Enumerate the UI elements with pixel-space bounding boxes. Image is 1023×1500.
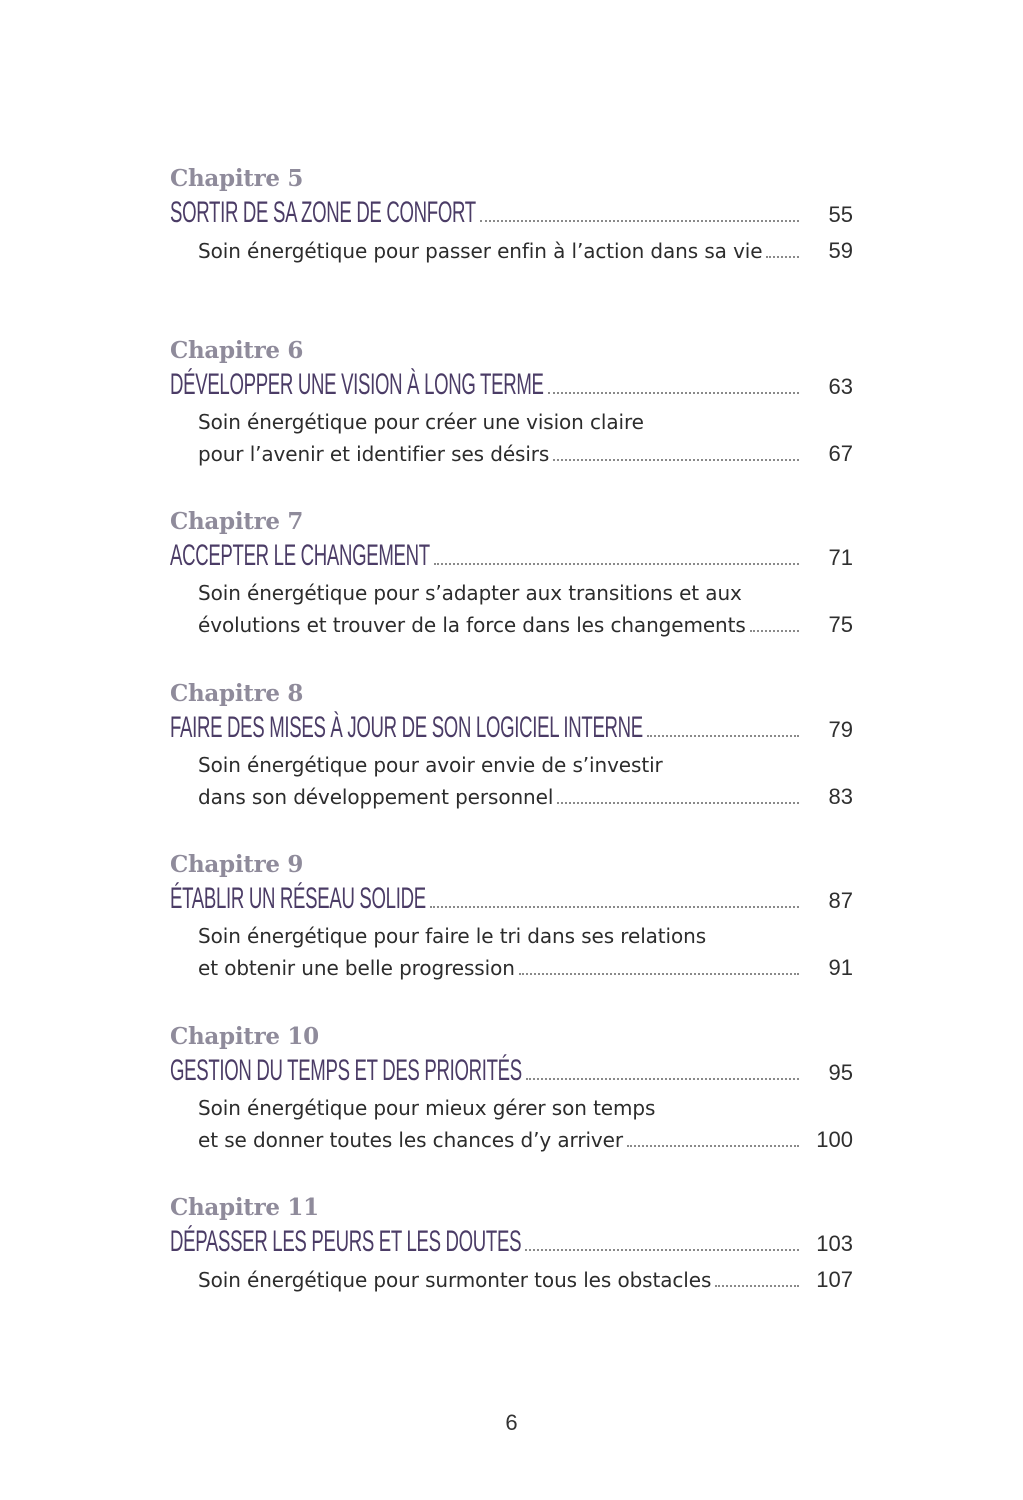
chapter-page-number: 55 [828, 202, 853, 227]
soin-text: Soin énergétique pour surmonter tous les obstacles [198, 1268, 712, 1292]
chapter-title: ÉTABLIR UN RÉSEAU SOLIDE [170, 882, 426, 915]
chapter-title-line [170, 1225, 853, 1265]
chapter-entry [170, 677, 853, 849]
dot-leader [557, 801, 799, 804]
dot-leader [750, 629, 799, 632]
soin-line [198, 955, 853, 986]
soin-line [198, 612, 853, 643]
chapter-label: Chapitre 9 [170, 851, 304, 878]
soin-page-number: 91 [828, 955, 853, 980]
chapter-title-line [170, 1054, 853, 1094]
chapter-page-number: 103 [816, 1231, 853, 1256]
soin-line [198, 753, 853, 784]
chapter-title: DÉVELOPPER UNE VISION À LONG TERME [170, 367, 544, 401]
chapter-label: Chapitre 6 [170, 336, 304, 364]
chapter-page-number: 95 [828, 1059, 853, 1085]
dot-leader [525, 1248, 799, 1251]
soin-text: Soin énergétique pour s’adapter aux transitions et aux [198, 581, 742, 605]
soin-page-number: 75 [828, 612, 853, 637]
soin-text: Soin énergétique pour mieux gérer son temps [198, 1095, 656, 1120]
dot-leader [647, 734, 799, 737]
soin-line [198, 1267, 853, 1298]
soin-text: pour l’avenir et identifier ses désirs [198, 441, 550, 466]
soin-page-number: 83 [828, 783, 853, 809]
chapter-page-number: 79 [828, 716, 853, 742]
soin-page-number: 107 [816, 1267, 853, 1292]
soin-line [198, 238, 853, 269]
soin-line [198, 1127, 853, 1158]
soin-page-number: 100 [816, 1126, 853, 1152]
soin-line [198, 784, 853, 815]
soin-line [198, 410, 853, 441]
dot-leader [715, 1284, 799, 1287]
chapter-entry [170, 1191, 853, 1363]
chapter-page-number: 63 [828, 373, 853, 399]
chapter-entry [170, 162, 853, 334]
soin-text: Soin énergétique pour faire le tri dans ses relations [198, 924, 707, 948]
chapter-entry [170, 334, 853, 506]
soin-entry [170, 581, 853, 643]
chapter-title-line [170, 368, 853, 408]
dot-leader [766, 255, 799, 258]
chapter-title-line [170, 196, 853, 236]
soin-text: et obtenir une belle progression [198, 956, 515, 980]
chapter-title: FAIRE DES MISES À JOUR DE SON LOGICIEL INTERNE [170, 710, 643, 744]
chapter-title-line [170, 882, 853, 922]
chapter-entry [170, 1020, 853, 1192]
dot-leader [519, 972, 799, 975]
chapter-title: GESTION DU TEMPS ET DES PRIORITÉS [170, 1053, 522, 1087]
chapter-title: SORTIR DE SA ZONE DE CONFORT [170, 196, 476, 229]
soin-text: Soin énergétique pour passer enfin à l’action dans sa vie [198, 239, 763, 263]
dot-leader [553, 458, 799, 461]
soin-text: et se donner toutes les chances d’y arriver [198, 1127, 623, 1152]
chapter-label: Chapitre 11 [170, 1194, 319, 1221]
chapter-page-number: 71 [828, 545, 853, 570]
chapter-title: DÉPASSER LES PEURS ET LES DOUTES [170, 1225, 522, 1258]
soin-text: évolutions et trouver de la force dans les changements [198, 613, 746, 637]
soin-line [198, 581, 853, 612]
chapter-title-line [170, 711, 853, 751]
dot-leader [480, 219, 799, 222]
chapter-entry [170, 848, 853, 1020]
soin-entry [170, 410, 853, 472]
soin-page-number: 67 [828, 440, 853, 466]
soin-entry [170, 753, 853, 815]
page-number: 6 [505, 1410, 518, 1435]
chapter-label: Chapitre 8 [170, 679, 304, 707]
chapter-label: Chapitre 7 [170, 508, 304, 535]
soin-text: Soin énergétique pour créer une vision claire [198, 409, 644, 434]
chapter-page-number: 87 [828, 888, 853, 913]
soin-entry [170, 1096, 853, 1158]
table-of-contents [170, 162, 853, 1363]
dot-leader [434, 562, 799, 565]
soin-text: Soin énergétique pour avoir envie de s’investir [198, 752, 663, 777]
soin-line [198, 441, 853, 472]
dot-leader [627, 1144, 799, 1147]
soin-entry [170, 1267, 853, 1298]
chapter-title: ACCEPTER LE CHANGEMENT [170, 539, 430, 572]
soin-entry [170, 238, 853, 269]
chapter-entry [170, 505, 853, 677]
dot-leader [430, 905, 799, 908]
chapter-label: Chapitre 10 [170, 1022, 319, 1050]
dot-leader [526, 1077, 799, 1080]
dot-leader [548, 391, 799, 394]
soin-text: dans son développement personnel [198, 784, 554, 809]
soin-line [198, 1096, 853, 1127]
soin-entry [170, 924, 853, 986]
soin-page-number: 59 [828, 238, 853, 263]
chapter-title-line [170, 539, 853, 579]
chapter-label: Chapitre 5 [170, 165, 304, 192]
soin-line [198, 924, 853, 955]
